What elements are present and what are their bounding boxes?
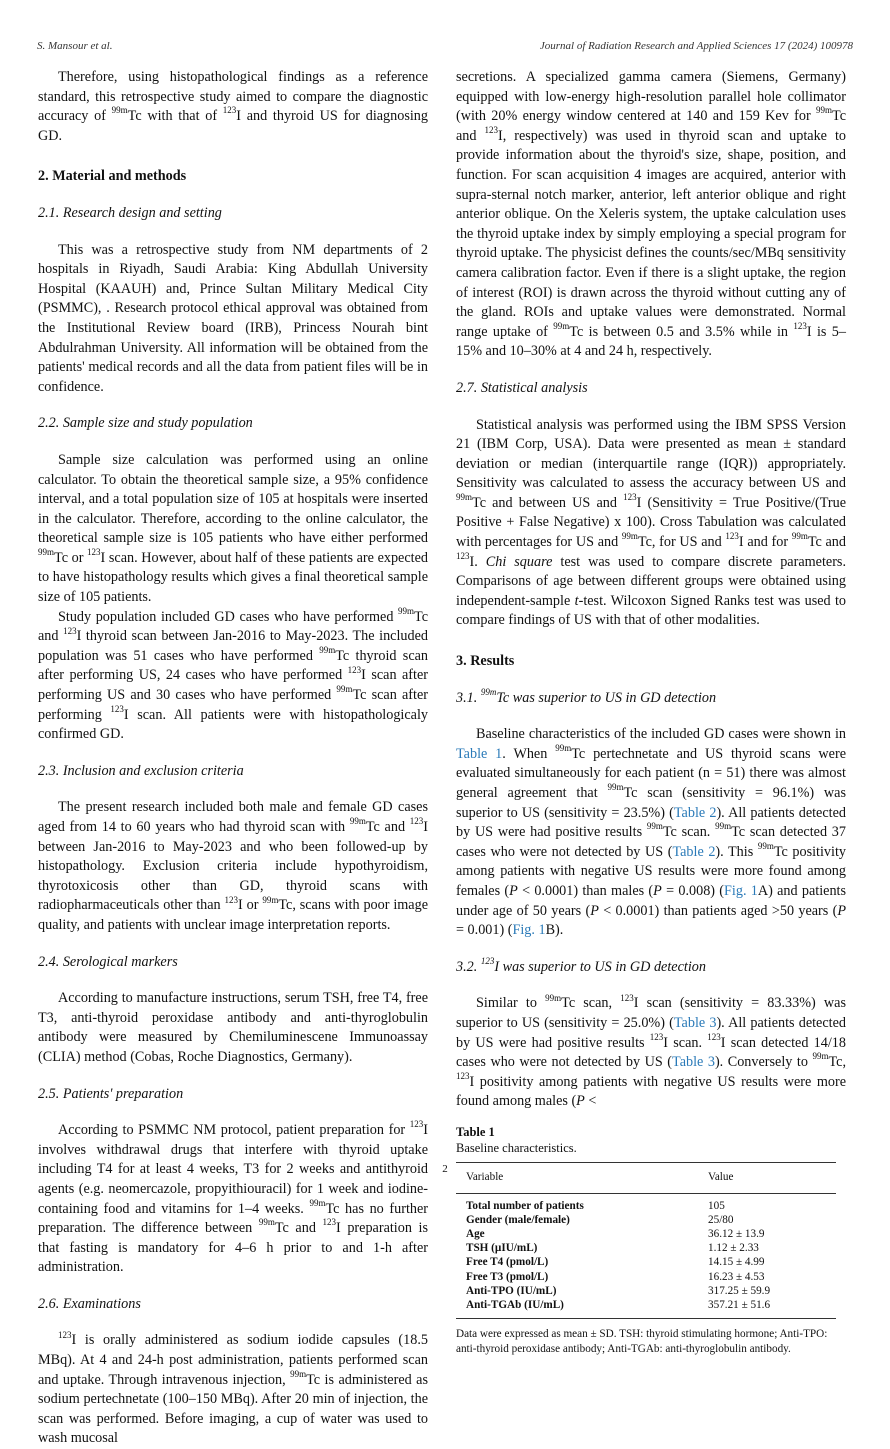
subsection-heading-sample-size: 2.2. Sample size and study population bbox=[38, 415, 253, 432]
paragraph-serological: According to manufacture instructions, serum TSH, free T4, free T3, anti-thyroid peroxidase antibody and anti-thyroglobulin antibody were measured by Chemiluminescene Immunoassay (CLIA) method (Cobas, Roche Diagnostics, Germany). bbox=[38, 990, 428, 1065]
author-running-head: S. Mansour et al. bbox=[37, 40, 113, 52]
page-number: 2 bbox=[442, 1163, 448, 1175]
subsection-heading-inclusion: 2.3. Inclusion and exclusion criteria bbox=[38, 762, 244, 779]
table-footnote: Data were expressed as mean ± SD. TSH: thyroid stimulating hormone; Anti-TPO: anti-thyroid peroxidase antibody; Anti-TGAb: anti-thyroglobulin antibody. bbox=[456, 1328, 828, 1356]
table-row: Free T3 (pmol/L) 16.23 ± 4.53 bbox=[466, 1270, 765, 1283]
journal-running-head: Journal of Radiation Research and Applied Sciences 17 (2024) 100978 bbox=[539, 40, 853, 52]
subsection-heading-tc-superior: 3.1. $^{99m}$Tc was superior to US in GD detection bbox=[456, 686, 717, 706]
paragraph-tc-results: Baseline characteristics of the included GD cases were shown in Table 1. When $^{99m}$Tc pertechnetate and US thyroid scans were evaluated simultaneously for each patient (n = 51) there was almost general agreement that $^{99m}$Tc scan (sensitivity = 96.1%) was superior to US (sensitivity = 23.5%) (Table 2). All patients detected by US were had positive results $^{99m}$Tc scan. $^{99m}$Tc scan detected 37 cases who were not detected by US (Table 2). This $^{99m}$Tc positivity among patients with negative US results were more found among females (P < 0.0001) than males (P = 0.008) (Fig. 1A) and patients under age of 50 years (P < 0.0001) than patients aged >50 years (P = 0.001) (Fig. 1B). bbox=[456, 726, 847, 939]
table-2-link[interactable]: Table 2 bbox=[672, 843, 716, 860]
table-2-link[interactable]: Table 2 bbox=[673, 804, 717, 821]
subsection-heading-examinations: 2.6. Examinations bbox=[38, 1295, 141, 1312]
section-heading-results: 3. Results bbox=[456, 653, 515, 670]
table-3-link[interactable]: Table 3 bbox=[672, 1054, 715, 1071]
table-row: Anti-TPO (IU/mL) 317.25 ± 59.9 bbox=[466, 1284, 771, 1297]
paragraph-examinations: $^{123}$I is orally administered as sodium iodide capsules (18.5 MBq). At 4 and 24-h post administration, patients performed scan and uptake. Through intravenous injection, $^{99m}$Tc is administered as sodium pertechnetate (100–150 MBq). After 20 min of injection, the scan was performed. Before imaging, a cup of water was used to wash mucosal bbox=[38, 1329, 428, 1447]
paragraph-i-results: Similar to $^{99m}$Tc scan, $^{123}$I scan (sensitivity = 83.33%) was superior to US (sensitivity = 25.0%) (Table 3). All patients detected by US were had positive results $^{123}$I scan. $^{123}$I scan detected 14/18 cases who were not detected by US (Table 3). Conversely to $^{99m}$Tc, $^{123}$I positivity among patients with negative US results were more found among males (P < bbox=[456, 992, 846, 1110]
paragraph-study-population: Study population included GD cases who have performed $^{99m}$Tc and $^{123}$I thyroid scan between Jan-2016 to May-2023. The included population was 51 cases who have performed $^{99m}$Tc thyroid scan after performing US, 24 cases who have performed $^{123}$I scan after performing US and 30 cases who have performed $^{99m}$Tc scan after performing $^{123}$I scan. All patients were with histopathologicaly confirmed GD. bbox=[38, 605, 429, 743]
figure-1-link[interactable]: Fig. 1 bbox=[724, 882, 758, 899]
table-caption: Baseline characteristics. bbox=[456, 1140, 577, 1155]
subsection-heading-serological: 2.4. Serological markers bbox=[38, 953, 178, 970]
paragraph-inclusion: The present research included both male and female GD cases aged from 14 to 60 years who had thyroid scan with $^{99m}$Tc and $^{123}$I between Jan-2016 to May-2023 and who been followed-up by histopathology. Exclusion criteria include hypothyroidism, thyrotoxicosis other than GD, thyroid scans with radiopharmaceuticals other than $^{123}$I or $^{99m}$Tc, scans with poor image quality, and patients with unclear image interpretation reports. bbox=[38, 799, 428, 933]
subsection-heading-design: 2.1. Research design and setting bbox=[38, 204, 222, 221]
baseline-table bbox=[456, 1162, 836, 1319]
table-3-link[interactable]: Table 3 bbox=[673, 1014, 717, 1031]
table-title: Table 1 bbox=[456, 1124, 495, 1139]
table-row: Anti-TGAb (IU/mL) 357.21 ± 51.6 bbox=[456, 1298, 836, 1319]
table-row: TSH (µIU/mL) 1.12 ± 2.33 bbox=[466, 1242, 759, 1255]
paragraph-statistics: Statistical analysis was performed using the IBM SPSS Version 21 (IBM Corp, USA). Data were presented as mean ± standard deviation or median (interquartile range (IQR)) appropriately. Sensitivity was calculated to assess the accuracy between US and $^{99m}$Tc and between US and $^{123}$I (Sensitivity = True Positive/(True Positive + False Negative) x 100). Cross Tabulation was calculated with percentages for US and $^{99m}$Tc, for US and $^{123}$I and for $^{99m}$Tc and $^{123}$I. Chi square test was used to compare discrete parameters. Comparisons of age between different groups were obtained using independent-sample t-test. Wilcoxon Signed Ranks test was used to compare findings of US with that of other modalities. bbox=[456, 416, 847, 629]
column-header-variable: Variable bbox=[456, 1162, 698, 1193]
table-row: Age 36.12 ± 13.9 bbox=[466, 1227, 765, 1240]
paragraph-examinations-continued: secretions. A specialized gamma camera (Siemens, Germany) equipped with low-energy high-resolution parallel hole collimator (with 20% energy window centered at 140 and 159 Kev for $^{99m}$Tc and $^{123}$I, respectively) was used in thyroid scan and uptake to provide information about the thyroid's size, shape, position, and function. For scan acquisition 4 images are acquired, anterior with supra-sternal notch marker, anterior, left anterior oblique and right anterior oblique. On the Xeleris system, the uptake calculation uses the thyroid uptake index by simply employing a special program for thyroid uptake. The physicist defines the counts/sec/MBq sensitivity camera calibration factor. Even if there is a slight uptake, the region of interest (ROI) is drawn across the thyroid without cutting any of the gland. ROIs and uptake values were demonstrated. Normal range uptake of $^{99m}$Tc is between 0.5 and 3.5% while in $^{123}$I is 5–15% and 10–30% at 4 and 24 h, respectively. bbox=[456, 69, 846, 360]
table-row: Free T4 (pmol/L) 14.15 ± 4.99 bbox=[466, 1256, 765, 1269]
table-1 bbox=[456, 1124, 836, 1357]
table-row: Gender (male/female) 25/80 bbox=[466, 1213, 734, 1226]
subsection-heading-preparation: 2.5. Patients' preparation bbox=[38, 1085, 184, 1102]
subsection-heading-statistics: 2.7. Statistical analysis bbox=[456, 379, 588, 396]
section-heading-methods: 2. Material and methods bbox=[38, 168, 187, 185]
column-header-value: Value bbox=[698, 1162, 836, 1193]
left-column bbox=[38, 68, 428, 1449]
subsection-heading-i-superior: 3.2. $^{123}$I was superior to US in GD detection bbox=[456, 956, 706, 975]
paragraph-sample-size: Sample size calculation was performed using an online calculator. To obtain the theoretical sample size, a 95% confidence interval, and a total population size of 105 at hospitals were inserted in the calculator. Therefore, according to the online calculator, the theoretical sample size is 105 patients who have either performed $^{99m}$Tc or $^{123}$I scan. However, about half of these patients are expected to have histopathology results which gives a final theoretical sample size of 105 patients. bbox=[38, 451, 428, 606]
paragraph-design: This was a retrospective study from NM departments of 2 hospitals in Riyadh, Saudi Arabia: King Abdullah University Hospital (KAAUH) and, Prince Sultan Military Medical City (PSMMC), . Research protocol ethical approval was obtained from the Institutional Review board (IRB), Princess Nourah bint Abdulrahman University. All information will be obtained from the patients' medical records and all the data from patient files will be in confidence. bbox=[38, 241, 428, 395]
table-row: Total number of patients 105 bbox=[466, 1199, 725, 1212]
table-1-link[interactable]: Table 1 bbox=[456, 745, 503, 762]
figure-1-link[interactable]: Fig. 1 bbox=[512, 922, 546, 939]
intro-paragraph: Therefore, using histopathological findings as a reference standard, this retrospective study aimed to compare the diagnostic accuracy of $^{99m}$Tc with that of $^{123}$I and thyroid US for diagnosing GD. bbox=[38, 69, 428, 144]
paragraph-preparation: According to PSMMC NM protocol, patient preparation for $^{123}$I involves withdrawal drugs that interfere with thyroid uptake including T4 for at least 4 weeks, T3 for 2 weeks and antithyroid agents (e.g. neomercazole, propyithiouracil) for 1 week and iodine-containing food and vitamins for 1–4 weeks. $^{99m}$Tc has no further preparation. The difference between $^{99m}$Tc and $^{123}$I preparation is that fasting is mandatory for 4–6 h prior to and 1-h after administration. bbox=[38, 1119, 428, 1276]
